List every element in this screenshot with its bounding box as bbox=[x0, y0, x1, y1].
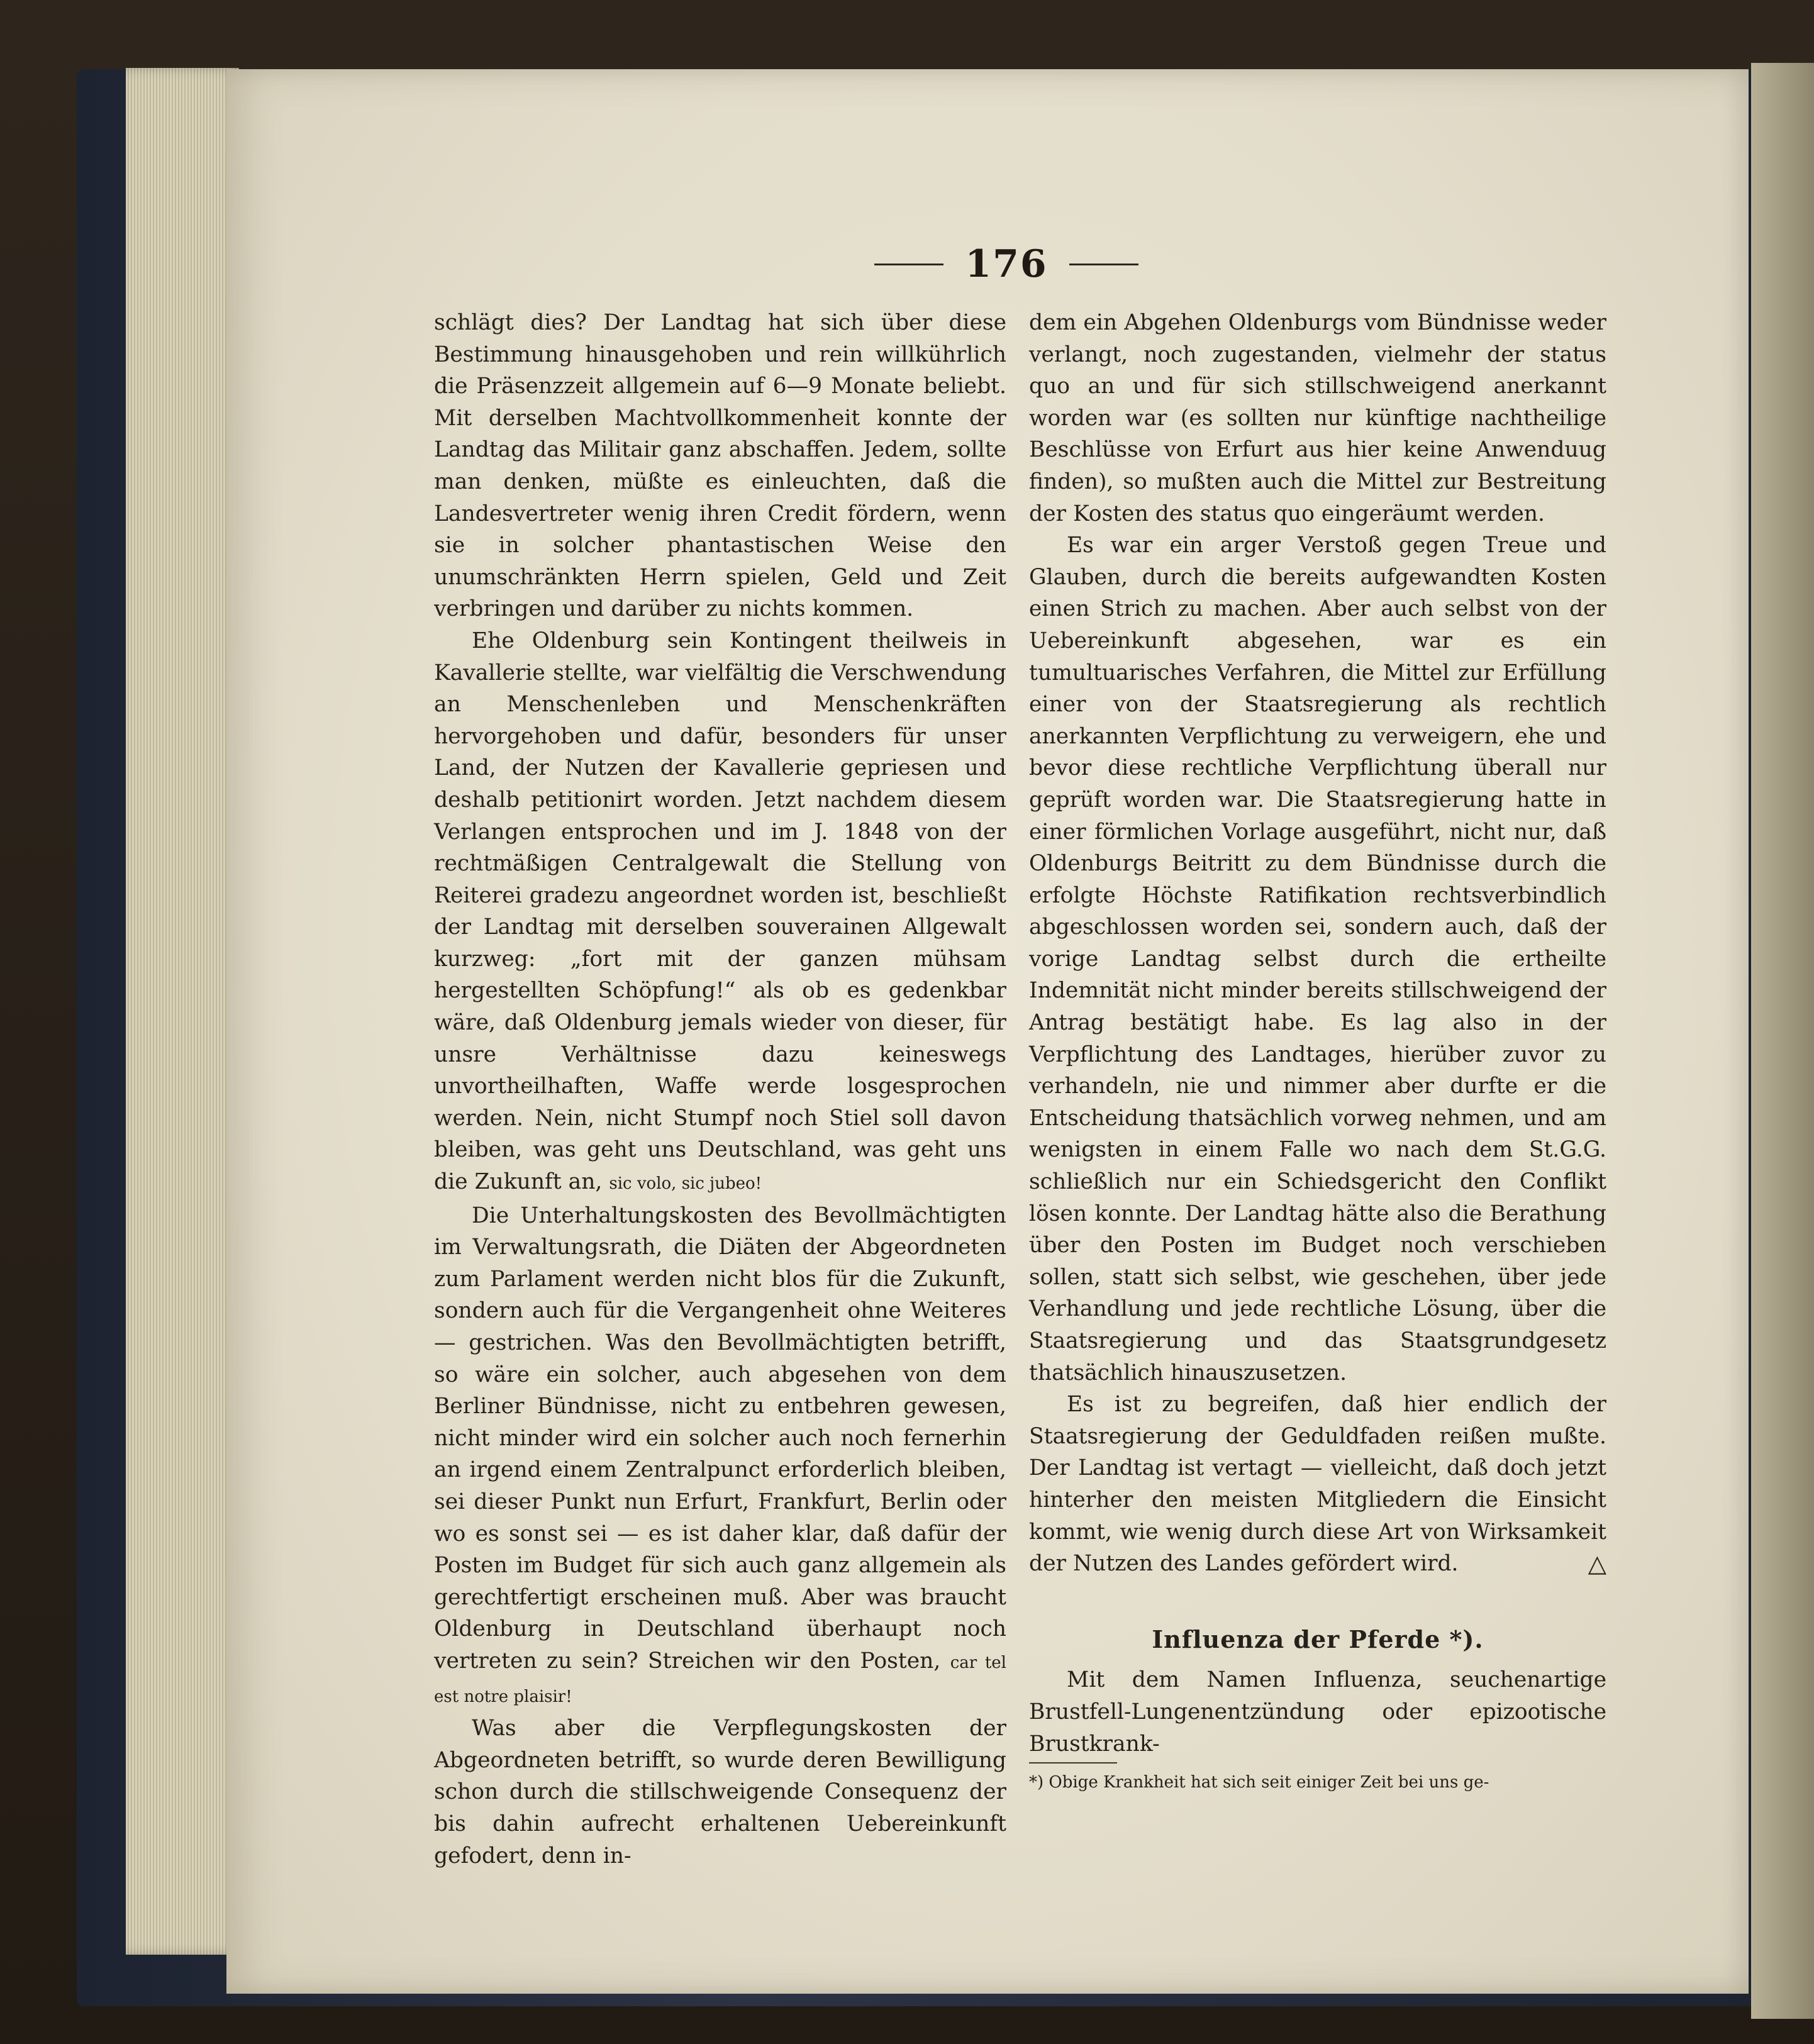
header-rule-right bbox=[1069, 264, 1138, 265]
left-paragraph-3-text: Die Unterhaltungskosten des Bevollmächtigten im Verwaltungsrath, die Diäten der Abgeordneten zum Parlament werden nicht blos für die Zukunft, sondern auch für die Vergangenheit ohne Weiteres — gestrichen. Was den Bevollmächtigten betrifft, so wäre ein solcher, auch abgesehen von dem Berliner Bündnisse, nicht zu entbehren gewesen, nicht minder wird ein solcher auch noch fernerhin an irgend einem Zentralpunct erforderlich bleiben, sei dieser Punkt nun Erfurt, Frankfurt, Berlin oder wo es sonst sei — es ist daher klar, daß dafür der Posten im Budget für sich auch ganz allgemein als gerechtfertigt erscheinen muß. Aber was braucht Oldenburg in Deutschland überhaupt noch vertreten zu sein? Streichen wir den Posten, bbox=[434, 1203, 1006, 1674]
page-number: 176 bbox=[965, 242, 1048, 286]
latin-phrase-2: car tel est notre plaisir! bbox=[434, 1653, 1006, 1706]
footnote: *) Obige Krankheit hat sich seit einiger Zeit bei uns ge- bbox=[1029, 1773, 1489, 1792]
right-paragraph-3 bbox=[1029, 1389, 1606, 1580]
right-paragraph-2: Es war ein arger Verstoß gegen Treue und Glauben, durch die bereits aufgewandten Kosten einen Strich zu machen. Aber auch selbst von der Uebereinkunft abgesehen, war es ein tumultuarisches Verfahren, die Mittel zur Erfüllung einer von der Staatsregierung als rechtlich anerkannten Verpflichtung zu verweigern, ehe und bevor diese rechtliche Verpflichtung überall nur geprüft worden war. Die Staatsregierung hatte in einer förmlichen Vorlage ausgeführt, nicht nur, daß Oldenburgs Beitritt zu dem Bündnisse durch die erfolgte Höchste Ratifikation rechtsverbindlich abgeschlossen worden sei, sondern auch, daß der vorige Landtag selbst durch die ertheilte Indemnität nicht minder bereits stillschweigend der Antrag bestätigt habe. Es lag also in der Verpflichtung des Landtages, hierüber zuvor zu verhandeln, nie und nimmer aber durfte er die Entscheidung thatsächlich vorweg nehmen, und am wenigsten in einem Falle wo nach dem St.G.G. schließlich nur ein Schiedsgericht den Conflikt lösen konnte. Der Landtag hätte also die Berathung über den Posten im Budget noch verschieben sollen, statt sich selbst, wie geschehen, über jede Verhandlung und jede rechtliche Lösung, über die Staatsregierung und das Staatsgrundgesetz thatsächlich hinauszusetzen. bbox=[1029, 533, 1606, 1386]
right-paragraph-3-text: Es ist zu begreifen, daß hier endlich der Staatsregierung der Geduldfaden reißen mußte. Der Landtag ist vertagt — vielleicht, daß doch jetzt hinterher den meisten Mitgliedern die Einsicht kommt, wie wenig durch diese Art von Wirksamkeit der Nutzen des Landes gefördert wird. bbox=[1029, 1392, 1606, 1577]
left-column bbox=[434, 307, 1006, 1872]
page-edges bbox=[126, 68, 239, 1955]
section-paragraph: Mit dem Namen Influenza, seuchenartige Brustfell-Lungenentzündung oder epizootische Brustkrank- bbox=[1029, 1667, 1606, 1757]
left-paragraph-3 bbox=[434, 1200, 1006, 1713]
left-paragraph-1: schlägt dies? Der Landtag hat sich über diese Bestimmung hinausgehoben und rein willkührlich die Präsenzzeit allgemein auf 6—9 Monate beliebt. Mit derselben Machtvollkommenheit konnte der Landtag das Militair ganz abschaffen. Jedem, sollte man denken, müßte es einleuchten, daß die Landesvertreter wenig ihren Credit fördern, wenn sie in solcher phantastischen Weise den unumschränkten Herrn spielen, Geld und Zeit verbringen und darüber zu nichts kommen. bbox=[434, 310, 1006, 622]
section-title: Influenza der Pferde *). bbox=[1152, 1625, 1484, 1653]
footnote-rule bbox=[1029, 1762, 1117, 1764]
right-paragraph-1: dem ein Abgehen Oldenburgs vom Bündnisse weder verlangt, noch zugestanden, vielmehr der status quo an und für sich stillschweigend anerkannt worden war (es sollten nur künftige nachtheilige Beschlüsse von Erfurt aus hier keine Anwenduug finden), so mußten auch die Mittel zur Bestreitung der Kosten des status quo eingeräumt werden. bbox=[1029, 310, 1606, 526]
right-column bbox=[1029, 307, 1606, 1795]
right-page-edge bbox=[1751, 63, 1814, 2019]
left-paragraph-2 bbox=[434, 625, 1006, 1200]
left-paragraph-4: Was aber die Verpflegungskosten der Abgeordneten betrifft, so wurde deren Bewilligung schon durch die stillschweigende Consequenz der bis dahin aufrecht erhaltenen Uebereinkunft gefodert, denn in- bbox=[434, 1716, 1006, 1869]
header-rule-left bbox=[874, 264, 943, 265]
left-paragraph-2-text: Ehe Oldenburg sein Kontingent theilweis in Kavallerie stellte, war vielfältig die Verschwendung an Menschenleben und Menschenkräften hervorgehoben und dafür, besonders für unser Land, der Nutzen der Kavallerie gepriesen und deshalb petitionirt worden. Jetzt nachdem diesem Verlangen entsprochen und im J. 1848 von der rechtmäßigen Centralgewalt die Stellung von Reiterei gradezu angeordnet worden ist, beschließt der Landtag mit derselben souverainen Allgewalt kurzweg: „fort mit der ganzen mühsam hergestellten Schöpfung!“ als ob es gedenkbar wäre, daß Oldenburg jemals wieder von dieser, für unsre Verhältnisse dazu keineswegs unvortheilhaften, Waffe werde losgesprochen werden. Nein, nicht Stumpf noch Stiel soll davon bleiben, was geht uns Deutschland, was geht uns die Zukunft an, bbox=[434, 628, 1006, 1195]
end-mark: △ bbox=[1588, 1550, 1606, 1578]
latin-phrase-1: sic volo, sic jubeo! bbox=[609, 1174, 762, 1194]
page-header bbox=[843, 233, 1170, 296]
